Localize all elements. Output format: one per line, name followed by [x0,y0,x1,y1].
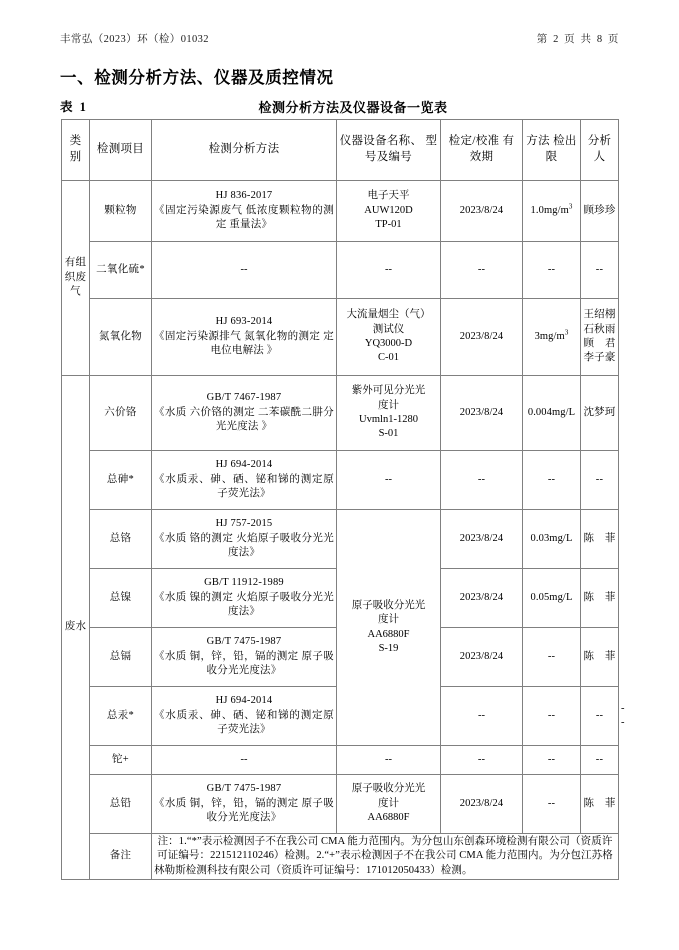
analyst-cell: -- [581,746,619,775]
analyst-cell: -- [581,451,619,510]
method-title: 《固定污染源排气 氮氧化物的测定 定电位电解法 》 [154,330,334,357]
item-cell: 总镉 [90,628,152,687]
validity-cell: -- [441,242,523,299]
validity-cell: 2023/8/24 [441,181,523,242]
analyst-name: 陈 菲 [583,797,616,809]
column-header-detection-limit [523,120,581,181]
detection-limit-cell: -- [523,242,581,299]
method-standard: GB/T 7475-1987 [206,783,282,795]
method-cell [152,775,337,834]
validity-cell: 2023/8/24 [441,376,523,451]
column-header-validity [441,120,523,181]
note-label: 备注 [90,834,152,880]
instrument-line: 原子吸收分光光 [351,599,426,611]
section-heading: 一、检测分析方法、仪器及质控情况 [60,68,334,87]
limit-value: 1.0mg/m [530,204,569,216]
detection-limit-cell: 0.004mg/L [523,376,581,451]
instrument-line: AA6880F [367,812,410,824]
table-row [62,510,619,569]
detection-limit-cell [523,181,581,242]
method-cell: -- [152,242,337,299]
analyst-cell [581,628,619,687]
analyst-name: 李子豪 [583,352,616,364]
detection-limit-cell: -- [523,775,581,834]
method-standard: HJ 757-2015 [215,518,273,530]
instrument-line: 测试仪 [372,323,405,335]
limit-superscript: 3 [568,202,573,211]
instrument-cell: -- [441,687,523,746]
category-cell-waste-gas: 有组织废气 [62,181,90,376]
limit-value: 3mg/m [534,330,565,342]
detection-limit-cell: -- [523,628,581,687]
item-cell: 总镍 [90,569,152,628]
instrument-cell [337,376,441,451]
table-row: 总汞* HJ 694-2014 《水质汞、砷、硒、铋和锑的测定原子荧光法》 -- -- -- -- [62,687,619,746]
analyst-cell [581,510,619,569]
instrument-line: TP-01 [375,219,402,231]
detection-limit-cell: 0.05mg/L [523,569,581,628]
method-cell [152,299,337,376]
table-row [62,451,619,510]
methods-instruments-table [61,119,625,880]
instrument-line: S-01 [378,428,399,440]
item-cell: 六价铬 [90,376,152,451]
analyst-name: 石秋雨 [583,323,616,335]
column-header-item: 检测项目 [90,120,152,181]
instrument-line: Uvmln1-1280 [359,414,418,425]
column-header-method: 检测分析方法 [152,120,337,181]
item-cell: 二氧化硫* [90,242,152,299]
table-row [62,746,619,775]
instrument-cell: -- [337,242,441,299]
item-cell: 总汞* [90,687,152,746]
document-code: 丰常弘（2023）环（检）01032 [60,34,209,45]
page-number-marker: 第 2 页 共 8 页 [536,34,620,45]
instrument-cell-shared [337,510,441,746]
method-cell [152,451,337,510]
detection-limit-cell: -- [523,451,581,510]
methods-instruments-table-wrapper [61,119,625,880]
table-row [62,376,619,451]
category-cell-waste-water: 废水 [62,376,90,880]
method-cell [152,510,337,569]
method-title: 《水质 六价铬的测定 二苯碳酰二肼分光光度法 》 [154,406,334,433]
method-standard: GB/T 7475-1987 [206,636,282,648]
instrument-cell: -- [337,451,441,510]
item-cell: 总铅 [90,775,152,834]
column-header-category: 类别 [62,120,90,181]
method-cell [152,628,337,687]
column-header-validity-line2: 有效期 [469,135,515,163]
item-cell: 铊+ [90,746,152,775]
instrument-line: 度计 [378,399,399,411]
column-header-validity-line1: 检定/校准 [448,135,500,148]
method-cell [152,687,337,746]
analyst-name: 顾珍珍 [583,204,616,216]
analyst-cell [581,775,619,834]
instrument-line: 大流量烟尘（气） [346,309,431,321]
method-standard: GB/T 7467-1987 [206,392,282,404]
table-row [62,775,619,834]
column-header-instrument [337,120,441,181]
method-title: 《水质 镍的测定 火焰原子吸收分光光度法》 [154,591,334,618]
method-title: 《水质汞、砷、硒、铋和锑的测定原子荧光法》 [154,473,334,500]
note-text: 注：1.“*”表示检测因子不在我公司 CMA 能力范围内。为分包山东创森环境检测有限公司（资质许可证编号：221512110246）检测。2.“+”表示检测因子不在我公司 CMA 能力范围内。为分包江苏格林勒斯检测科技有限公司（资质许可证编号：171012050433）检测。 [152,834,619,880]
instrument-line: 度计 [378,614,399,626]
table-row [62,299,619,376]
detection-limit-cell [523,299,581,376]
table-number-label: 表 1 [60,100,88,114]
column-header-limit-line1: 方法 [526,135,550,148]
method-cell: -- [152,746,337,775]
analyst-cell: -- [581,242,619,299]
item-cell: 氮氧化物 [90,299,152,376]
instrument-cell [337,181,441,242]
analyst-name: 王绍栩 [583,309,616,321]
validity-cell: -- [523,687,581,746]
analyst-cell [581,569,619,628]
method-standard: GB/T 11912-1989 [204,577,284,589]
validity-cell: -- [441,451,523,510]
detection-limit-cell: -- [581,687,619,746]
validity-cell: 2023/8/24 [441,628,523,687]
analyst-cell [581,299,619,376]
instrument-cell [337,299,441,376]
table-note-row [62,834,619,880]
instrument-line: AA6880F [367,628,410,640]
method-title: 《水质 铜，锌，铅，镉的测定 原子吸收分光光度法》 [154,650,334,677]
detection-limit-cell: 0.03mg/L [523,510,581,569]
analyst-cell [581,181,619,242]
item-cell: 颗粒物 [90,181,152,242]
instrument-cell [337,775,441,834]
column-header-limit-line2: 检出限 [545,135,577,163]
instrument-line: 原子吸收分光光 [351,783,426,795]
instrument-line: 电子天平 [367,190,410,202]
instrument-cell: -- [337,746,441,775]
method-standard: HJ 693-2014 [215,316,273,328]
method-title: 《水质 铜，锌，铅，镉的测定 原子吸收分光光度法》 [154,797,334,824]
method-title: 《水质汞、砷、硒、铋和锑的测定原子荧光法》 [154,709,334,736]
instrument-line: 度计 [378,797,399,809]
item-cell: 总铬 [90,510,152,569]
instrument-line: AUW120D [364,204,413,216]
table-row [62,181,619,242]
column-header-instrument-line1: 仪器设备名称、 [339,135,423,148]
analyst-name: 顾 君 [583,338,616,349]
method-cell [152,569,337,628]
table-title: 检测分析方法及仪器设备一览表 [258,100,448,115]
detection-limit-cell: -- [523,746,581,775]
instrument-line: 紫外可见分光光 [351,385,426,397]
instrument-line: S-19 [378,642,399,654]
method-cell [152,181,337,242]
table-body [62,181,625,880]
method-cell [152,376,337,451]
analyst-name: 陈 菲 [583,591,616,603]
method-standard: HJ 694-2014 [215,695,273,707]
table-row [62,242,619,299]
validity-cell: 2023/8/24 [441,569,523,628]
analyst-name: 沈梦珂 [583,406,616,418]
table-header-row [62,120,619,181]
analyst-name: 陈 菲 [583,532,616,544]
method-title: 《水质 铬的测定 火焰原子吸收分光光度法》 [154,532,334,559]
instrument-line: YQ3000-D [364,338,413,349]
analyst-name: 陈 菲 [583,650,616,662]
analyst-cell [581,376,619,451]
instrument-line: C-01 [378,352,399,364]
item-cell: 总砷* [90,451,152,510]
table-caption [60,97,618,115]
validity-cell: 2023/8/24 [441,775,523,834]
method-standard: HJ 836-2017 [215,190,273,202]
validity-cell: 2023/8/24 [441,510,523,569]
column-header-analyst: 分析人 [581,120,619,181]
method-standard: HJ 694-2014 [215,459,273,471]
limit-superscript: 3 [564,328,569,337]
column-header-instrument-line2: 型号及编号 [364,135,438,163]
validity-cell: -- [441,746,523,775]
validity-cell: 2023/8/24 [441,299,523,376]
method-title: 《固定污染源废气 低浓度颗粒物的测定 重量法》 [154,204,334,231]
document-running-header [60,31,620,46]
